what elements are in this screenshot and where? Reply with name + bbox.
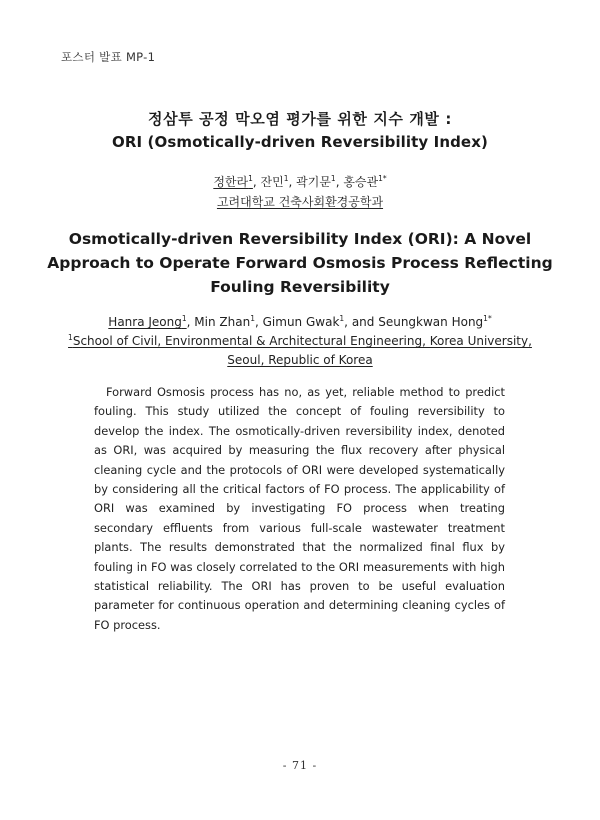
english-author-name: Hanra Jeong$^1$ (108, 314, 187, 329)
korean-title-line-1: 정삼투 공정 막오염 평가를 위한 지수 개발 : (148, 110, 452, 128)
korean-affiliation: 고려대학교 건축사회환경공학과 (216, 195, 384, 209)
english-author-name: Min Zhan$^1$ (194, 314, 255, 329)
english-affiliation-line-1: $^1$School of Civil, Environmental & Architectural Engineering, Korea University, (68, 333, 532, 348)
korean-title-line-2: ORI (Osmotically-driven Reversibility Index) (112, 133, 488, 151)
korean-title (0, 108, 600, 154)
english-author-block (0, 313, 600, 370)
korean-author-block (0, 172, 600, 212)
english-title-line-2: Approach to Operate Forward Osmosis Process Reflecting (47, 254, 553, 272)
english-title (0, 227, 600, 299)
english-title-line-3: Fouling Reversibility (210, 278, 390, 296)
english-author-list: Hanra Jeong$^1$, Min Zhan$^1$, Gimun Gwak$^1$, and Seungkwan Hong$^{1*}$ (108, 314, 492, 329)
page-number: - 71 - (282, 759, 318, 772)
english-author-name: Seungkwan Hong$^{1*}$ (378, 314, 492, 329)
korean-author-name: 잔민$^1$ (260, 174, 289, 189)
korean-author-name: 홍승관$^{1*}$ (343, 174, 387, 189)
english-author-name: Gimun Gwak$^1$ (262, 314, 345, 329)
session-label: 포스터 발표 MP-1 (61, 50, 156, 64)
english-affiliation-line-2: Seoul, Republic of Korea (227, 353, 373, 367)
abstract-paragraph: Forward Osmosis process has no, as yet, reliable method to predict fouling. This study utilized the concept of fouling reversibility to develop the index. The osmotically-driven reversibility index, denoted as ORI, was acquired by measuring the flux recovery after physical cleaning cycle and the protocols of ORI were developed systematically by considering all the critical factors of FO process. The applicability of ORI was examined by investigating FO process when treating secondary effluents from various full-scale wastewater treatment plants. The results demonstrated that the normalized final flux by fouling in FO was closely correlated to the ORI measurements with high statistical reliability. The ORI has proven to be useful evaluation parameter for continuous operation and determining cleaning cycles of FO process. (94, 385, 505, 632)
english-title-line-1: Osmotically-driven Reversibility Index (ORI): A Novel (68, 230, 532, 248)
korean-author-name: 정한라$^1$ (213, 174, 253, 189)
korean-author-name: 곽기문$^1$ (296, 174, 336, 189)
korean-author-list: 정한라$^1$, 잔민$^1$, 곽기문$^1$, 홍승관$^{1*}$ (213, 174, 387, 189)
